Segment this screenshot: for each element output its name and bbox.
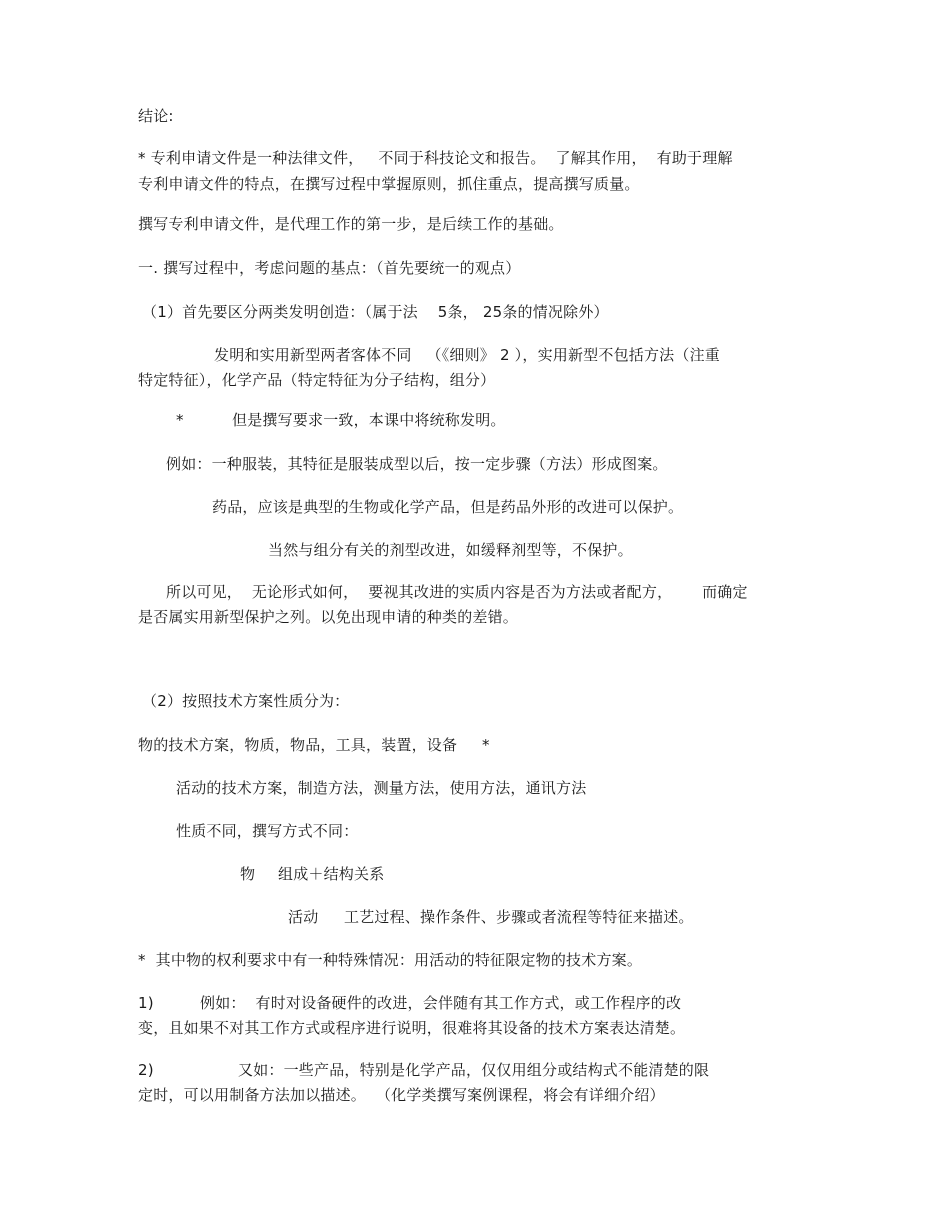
section1-subheading: （1）首先要区分两类发明创造：（属于法 5条， 25条的情况除外） (142, 303, 609, 321)
conclusion-line-2: 是否属实用新型保护之列。以免出现申请的种类的差错。 (138, 608, 519, 626)
star-marker: * (176, 411, 184, 429)
section2-subheading: （2）按照技术方案性质分为： (142, 692, 350, 710)
conclusion-title: 结论: (138, 107, 174, 125)
thing-schemes-line: 物的技术方案，物质，物品，工具，装置，设备 * (138, 736, 490, 754)
objects-line-2: 特定特征），化学产品（特定特征为分子结构，组分） (138, 371, 496, 389)
unified-naming-note: 但是撰写要求一致，本课中将统称发明。 (232, 411, 506, 429)
item-2-line-1: 又如：一些产品，特别是化学产品，仅仅用组分或结构式不能清楚的限 (238, 1061, 710, 1079)
activity-schemes-line: 活动的技术方案，制造方法，测量方法，使用方法，通讯方法 (176, 779, 587, 797)
intro-line-1: * 专利申请文件是一种法律文件， 不同于科技论文和报告。 了解其作用， 有助于理解 (138, 149, 733, 167)
example-medicine: 药品，应该是典型的生物或化学产品，但是药品外形的改进可以保护。 (212, 498, 684, 516)
first-step-paragraph: 撰写专利申请文件，是代理工作的第一步，是后续工作的基础。 (138, 215, 564, 233)
activity-label: 活动 (288, 908, 319, 926)
thing-description: 组成＋结构关系 (278, 865, 385, 883)
item-1-number: 1) (138, 994, 154, 1012)
activity-description: 工艺过程、操作条件、步骤或者流程等特征来描述。 (344, 908, 694, 926)
item-2-number: 2) (138, 1061, 154, 1079)
section1-heading: 一. 撰写过程中，考虑问题的基点：（首先要统一的观点） (138, 259, 521, 277)
item-1-line-2: 变，且如果不对其工作方式或程序进行说明，很难将其设备的技术方案表达清楚。 (138, 1019, 686, 1037)
example-clothing: 例如：一种服装，其特征是服装成型以后，按一定步骤（方法）形成图案。 (166, 455, 668, 473)
special-case-note: * 其中物的权利要求中有一种特殊情况：用活动的特征限定物的技术方案。 (138, 951, 643, 969)
different-writing-line: 性质不同，撰写方式不同： (176, 822, 359, 840)
example-dosage-form: 当然与组分有关的剂型改进，如缓释剂型等，不保护。 (268, 541, 633, 559)
thing-label: 物 (240, 865, 256, 883)
intro-line-2: 专利申请文件的特点，在撰写过程中掌握原则，抓住重点，提高撰写质量。 (138, 175, 640, 193)
item-2-line-2: 定时，可以用制备方法加以描述。 （化学类撰写案例课程，将会有详细介绍） (138, 1086, 665, 1104)
item-1-line-1: 例如： 有时对设备硬件的改进，会伴随有其工作方式，或工作程序的改 (200, 994, 682, 1012)
conclusion-line-1: 所以可见， 无论形式如何， 要视其改进的实质内容是否为方法或者配方， 而确定 (166, 583, 748, 601)
objects-line-1: 发明和实用新型两者客体不同 （《细则》 2 ），实用新型不包括方法（注重 (214, 346, 720, 364)
